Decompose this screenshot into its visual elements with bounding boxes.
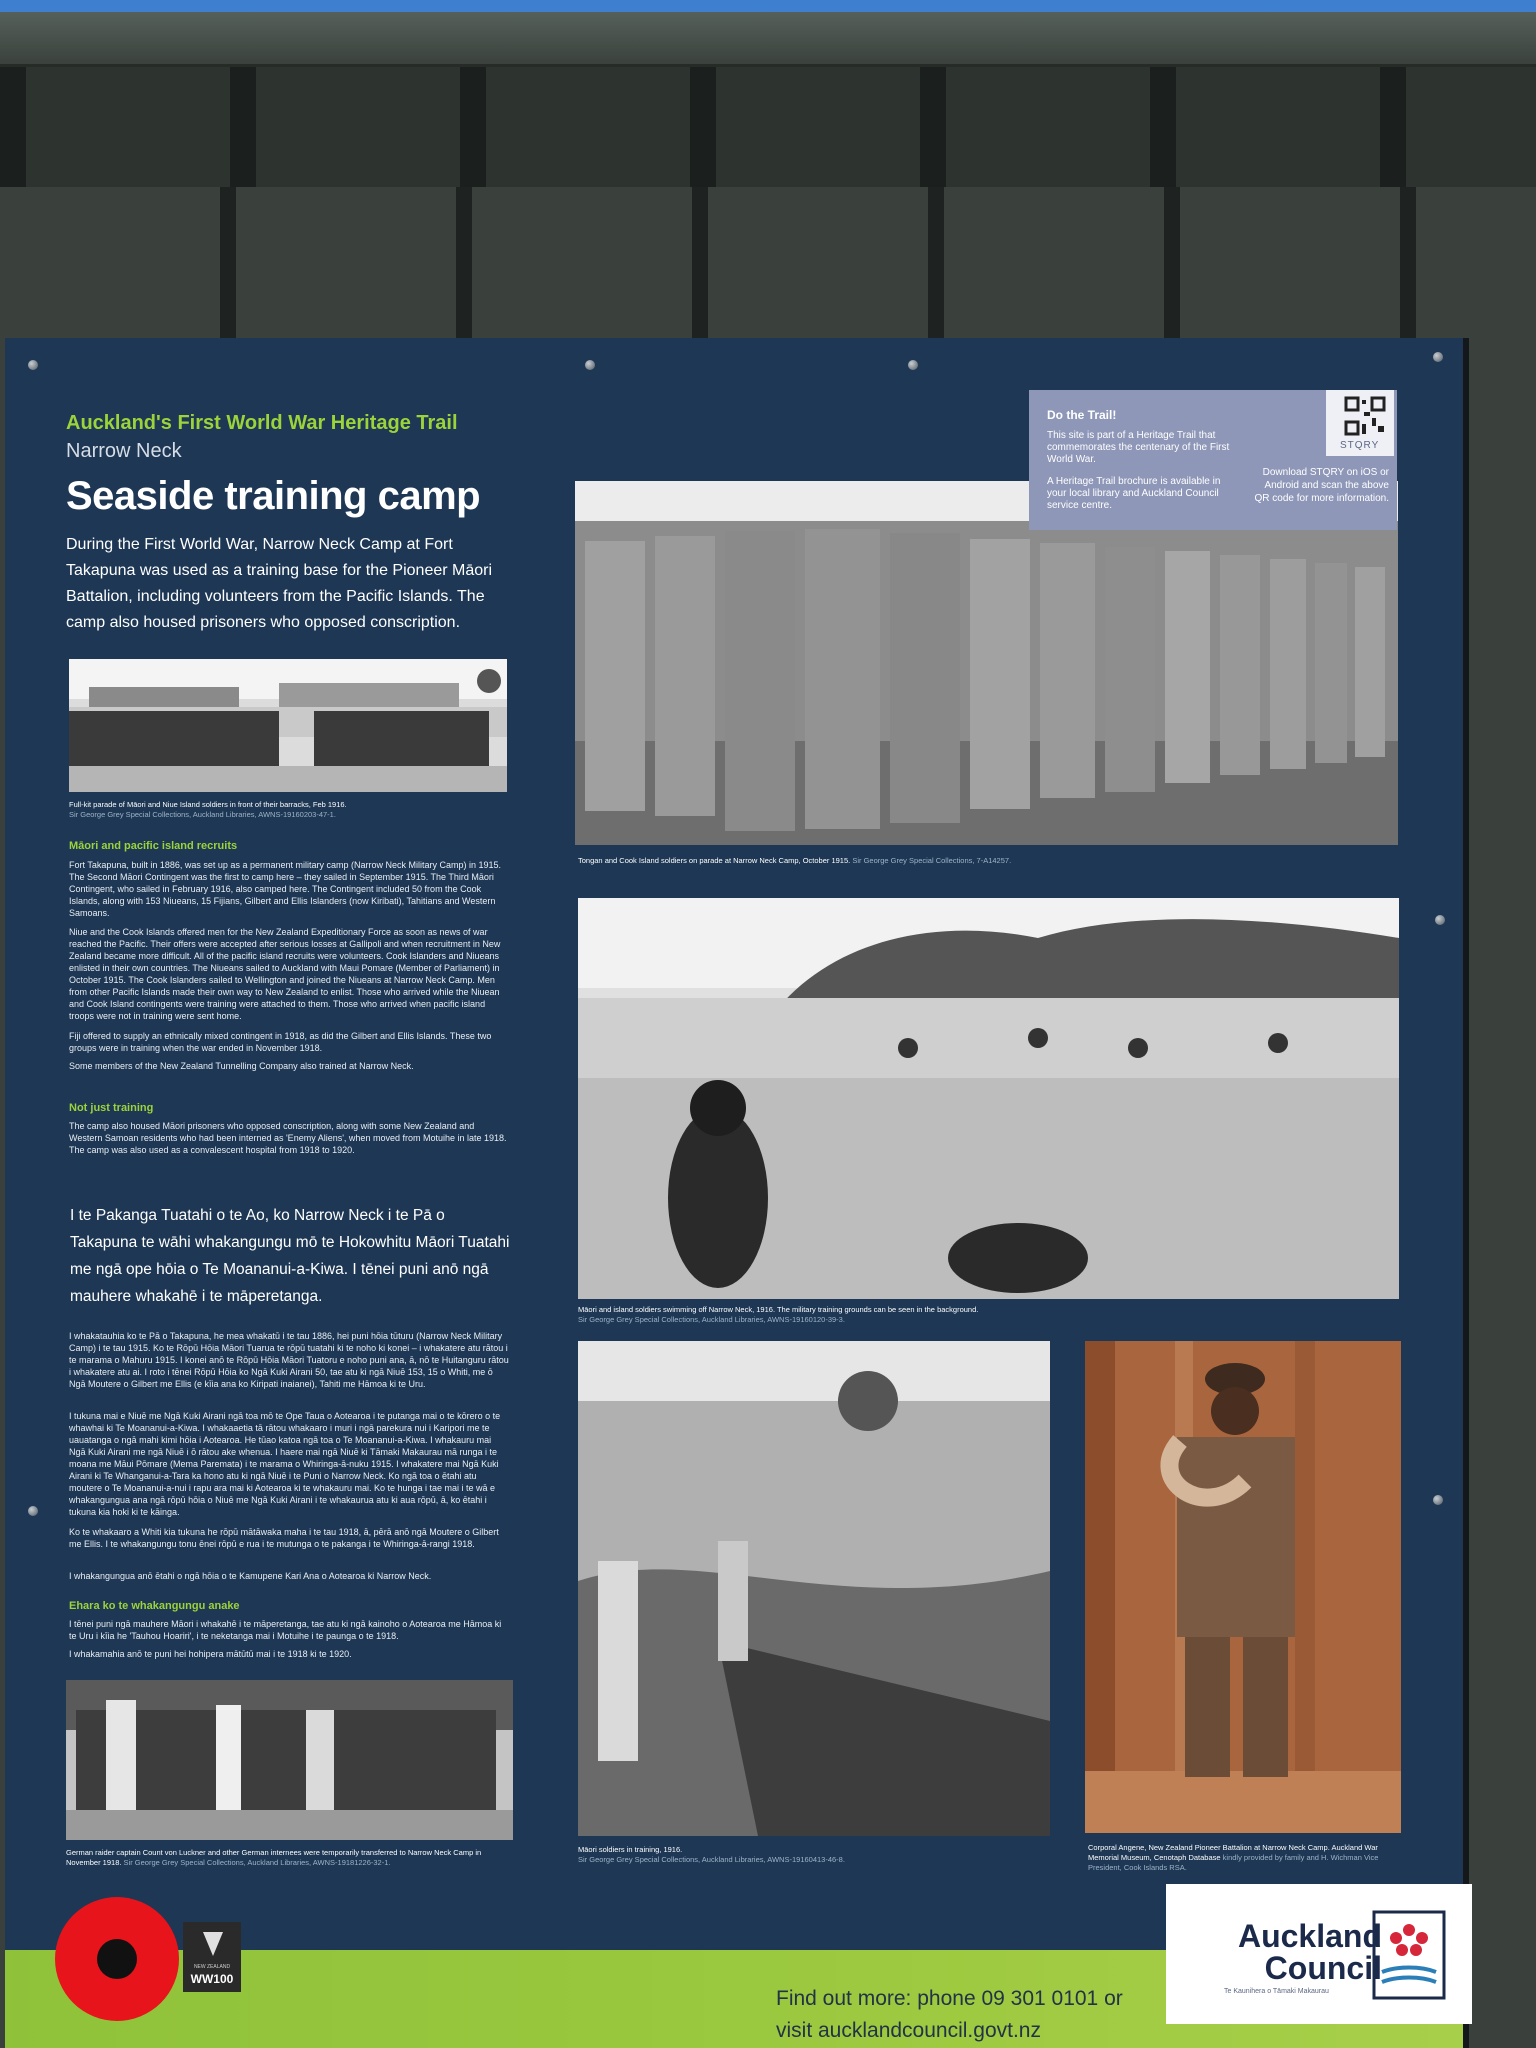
swimming-caption [578, 1305, 1398, 1325]
corporal-angene-photo [1085, 1341, 1401, 1833]
maori-intro-paragraph: I te Pakanga Tuatahi o te Ao, ko Narrow Neck i te Pā o Takapuna te wāhi whakangungu mō te Hokowhitu Māori Tuatahi me ngā ope hōia o Te Moananui-a-Kiwa. I tēnei puni anō ngā mauhere whakahē i te māperetanga. [70, 1207, 510, 1305]
poppy-icon [54, 1896, 180, 2022]
ww100-label: WW100 [190, 1972, 234, 1986]
caption-text: Tongan and Cook Island soldiers on parade at Narrow Neck Camp, October 1915. [578, 856, 851, 865]
caption-source: Sir George Grey Special Collections, 7-A14257. [852, 856, 1012, 865]
training-caption [578, 1845, 1048, 1865]
angene-caption [1088, 1843, 1408, 1873]
recruits-paragraph-1: Fort Takapuna, built in 1886, was set up as a permanent military camp (Narrow Neck Military Camp) in 1915. The Second Māori Contingent was the first to camp here – they sailed in September 1915. The Third Māori Contingent, who sailed in February 1916, also camped here. The Contingent included 50 from the Cook Islands, along with 153 Niueans, 15 Fijians, Gilbert and Ellis Islanders (now Kiribati), Tahitians and Western Samoans. [69, 860, 502, 918]
council-name-line-2: Council [1264, 1950, 1382, 1986]
tongan-soldiers-photo [575, 481, 1398, 845]
recruits-paragraph-4: Some members of the New Zealand Tunnelling Company also trained at Narrow Neck. [69, 1061, 414, 1071]
intro-paragraph: During the First World War, Narrow Neck Camp at Fort Takapuna was used as a training base for the Pioneer Māori Battalion, including volunteers from the Pacific Islands. The camp also housed prisoners who opposed conscription. [66, 536, 493, 631]
swimming-photo [578, 898, 1399, 1299]
council-name [1218, 1920, 1382, 1984]
bolt-icon [28, 360, 38, 370]
bolt-icon [908, 360, 918, 370]
luckner-photo [66, 1680, 513, 1840]
contact-info [776, 1983, 1123, 2047]
maori-paragraph-5: I tēnei puni ngā mauhere Māori i whakahē i te māperetanga, tae atu ki ngā kainoho o Aotearoa me Hāmoa ki te Uru i kīia he 'Tauhou Hoariri', i te neketanga mai i Motuihe i te paunga o te 1918. [69, 1619, 502, 1641]
recruits-paragraph-2: Niue and the Cook Islands offered men for the New Zealand Expeditionary Force as soon as news of war reached the Pacific. Their offers were accepted after serious losses at Gallipoli and when recruitment in New Zealand became more difficult. All of the pacific island recruits were volunteers. Cook Islanders and Niueans enlisted in their own countries. The Niueans sailed to Auckland with Maui Pomare (Member of Parliament) in October 1915. The Cook Islanders sailed to Wellington and joined the Niueans at Narrow Neck Camp. Men from other Pacific Islands made their own way to New Zealand to enlist. Those who arrived while the Niuean and Cook Island contingents were training were attached to them. Those who arrived when pacific island troops were not in training were sent home. [69, 927, 501, 1021]
trail-box-text-2: A Heritage Trail brochure is available in your local library and Auckland Council service centre. [1047, 476, 1221, 511]
maori-paragraph-6: I whakamahia anō te puni hei hohipera mātūtū mai i te 1918 ki te 1920. [69, 1649, 352, 1659]
section-heading-recruits: Māori and pacific island recruits [69, 840, 238, 852]
sky [0, 0, 1536, 12]
trail-title: Auckland's First World War Heritage Trail [66, 412, 458, 434]
maori-paragraph-4: I whakangungua anō ētahi o ngā hōia o te Kamupene Kari Ana o Aotearoa ki Narrow Neck. [69, 1571, 432, 1581]
page-title: Seaside training camp [66, 474, 481, 518]
maori-paragraph-1: I whakatauhia ko te Pā o Takapuna, he mea whakatū i te tau 1886, hei puni hōia tūturu (Narrow Neck Military Camp) i te tau 1915. Ko te Rōpū Hōia Māori Tuarua te rōpū tuatahi ki te noho ki konei – i whakatere atu rātou i te marama o Mahuru 1915. I konei anō te Rōpū Hōia Māori Tuatoru e noho puni ana, ā, nō te Huitanguru rātou i whakatere atu ai. I roto i tēnei Rōpū Hōia ko Ngā Kuki Airani 50, tae atu ki ngā Niuē 153, 15 o Whiti, me ō Ngā Moutere o Gilbert me Ellis (e kīia ana ko Kiripati inaianei), Tahiti me Hāmoa ki te Uru. [69, 1331, 509, 1389]
caption-source: Sir George Grey Special Collections, Auckland Libraries, AWNS-19160203-47-1. [69, 810, 336, 819]
contact-phone-line: Find out more: phone 09 301 0101 or [776, 1987, 1123, 2010]
caption-source: Sir George Grey Special Collections, Auckland Libraries, AWNS-19160120-39-3. [578, 1315, 845, 1324]
caption-source: Sir George Grey Special Collections, Auckland Libraries, AWNS-19181226-32-1. [123, 1858, 391, 1867]
recruits-paragraph-3: Fiji offered to supply an ethnically mixed contingent in 1918, as did the Gilbert and Ellis Islands. These two groups were in training when the war ended in November 1918. [69, 1031, 492, 1053]
maori-paragraph-3: Ko te whakaaro a Whiti kia tukuna he rōpū mātāwaka maha i te tau 1918, ā, pērā anō ngā Moutere o Gilbert me Ellis. I te whakangungu tonu ēnei rōpū e rua i te mutunga o te pakanga i te Whiringa-ā-rangi 1918. [69, 1527, 499, 1549]
caption-text: Full-kit parade of Māori and Niue Island soldiers in front of their barracks, Feb 1916. [69, 800, 347, 809]
section-heading-not-training: Not just training [69, 1102, 154, 1114]
maori-paragraph-2: I tukuna mai e Niuē me Ngā Kuki Airani ngā toa mō te Ope Taua o Aotearoa i te putanga mai o te kōrero o te whawhai ki Te Moananui-a-Kiwa. I whakaaetia tā rātou whakaaro i muri i ngā parekura nui i Karipori me te uauatanga o ngā mahi kimi hōia i Aotearoa. He tūao katoa ngā toa o Te Moananui-a-Kiwa. I whakauru mai Ngā Kuki Airani me ngā Niuē i ō rātou ake whenua. I haere mai ngā Niuē ki Tāmaki Makaurau mā runga i te moana me Māui Pōmare (Mema Paremata) i te marama o Whiringa-ā-nuku 1915. I whakatere mai Ngā Kuki Airani ki Te Whanganui-a-Tara ka hono atu ki ngā Niuē i te Puni o Narrow Neck. Ko ngā toa o ētahi atu moutere o Te Moananui-a-nui i rapu ara mai ki Aotearoa ki te whakauru mai. Ko te hunga i tae mai i te wā e whakangungua ana ngā rōpū hōia o Niuē me Ngā Kuki Airani i te whakaurua atu ki aua rōpū, ā, ko ētahi i tukuna kia hoki ki te kāinga. [69, 1411, 501, 1517]
location-name: Narrow Neck [66, 440, 182, 462]
ww100-logo [183, 1922, 241, 1992]
bolt-icon [28, 1506, 38, 1516]
luckner-caption [66, 1848, 516, 1868]
caption-text: German raider captain Count von Luckner and other German internees were temporarily transferred to Narrow Neck Camp in November 1918. [66, 1848, 482, 1867]
ww100-nz-label: NEW ZEALAND [193, 1964, 231, 1970]
parade-photo [69, 659, 507, 792]
not-training-paragraph: The camp also housed Māori prisoners who opposed conscription, along with some New Zealand and Western Samoan residents who had been interned as 'Enemy Aliens', when moved from Motuihe in late 1918. The camp was also used as a convalescent hospital from 1918 to 1920. [69, 1121, 507, 1155]
bolt-icon [1433, 1495, 1443, 1505]
council-tagline: Te Kaunihera o Tāmaki Makaurau [1224, 1988, 1329, 1995]
trail-box-title: Do the Trail! [1047, 408, 1117, 422]
auckland-council-logo [1166, 1884, 1472, 2024]
maori-section-heading: Ehara ko te whakangungu anake [69, 1600, 240, 1612]
bolt-icon [1435, 915, 1445, 925]
caption-source: kindly provided by family and H. Wichman Vice President, Cook Islands RSA. [1088, 1853, 1379, 1872]
caption-text: Māori soldiers in training, 1916. [578, 1845, 683, 1854]
stqry-label: STQRY [1340, 440, 1380, 451]
roof-fascia [0, 12, 1536, 67]
roof-soffit [0, 67, 1536, 187]
trail-box-text-3: Download STQRY on iOS or Android and scan the above QR code for more information. [1254, 467, 1389, 504]
bolt-icon [1433, 352, 1443, 362]
tongan-caption [578, 856, 1398, 866]
trail-box-text-1: This site is part of a Heritage Trail that commemorates the centenary of the First World War. [1047, 430, 1230, 465]
caption-text: Māori and island soldiers swimming off Narrow Neck, 1916. The military training grounds can be seen in the background. [578, 1305, 979, 1314]
trail-info-box [1029, 390, 1397, 530]
training-photo [578, 1341, 1050, 1836]
contact-website-link[interactable]: visit aucklandcouncil.govt.nz [776, 2019, 1041, 2042]
bolt-icon [585, 360, 595, 370]
pohutukawa-icon [1372, 1910, 1446, 2000]
parade-caption [69, 800, 509, 820]
council-name-line-1: Auckland [1237, 1918, 1382, 1954]
caption-text: Corporal Angene, New Zealand Pioneer Battalion at Narrow Neck Camp. Auckland War Memorial Museum, Cenotaph Database [1088, 1843, 1378, 1862]
caption-source: Sir George Grey Special Collections, Auckland Libraries, AWNS-19160413-46-8. [578, 1855, 845, 1864]
